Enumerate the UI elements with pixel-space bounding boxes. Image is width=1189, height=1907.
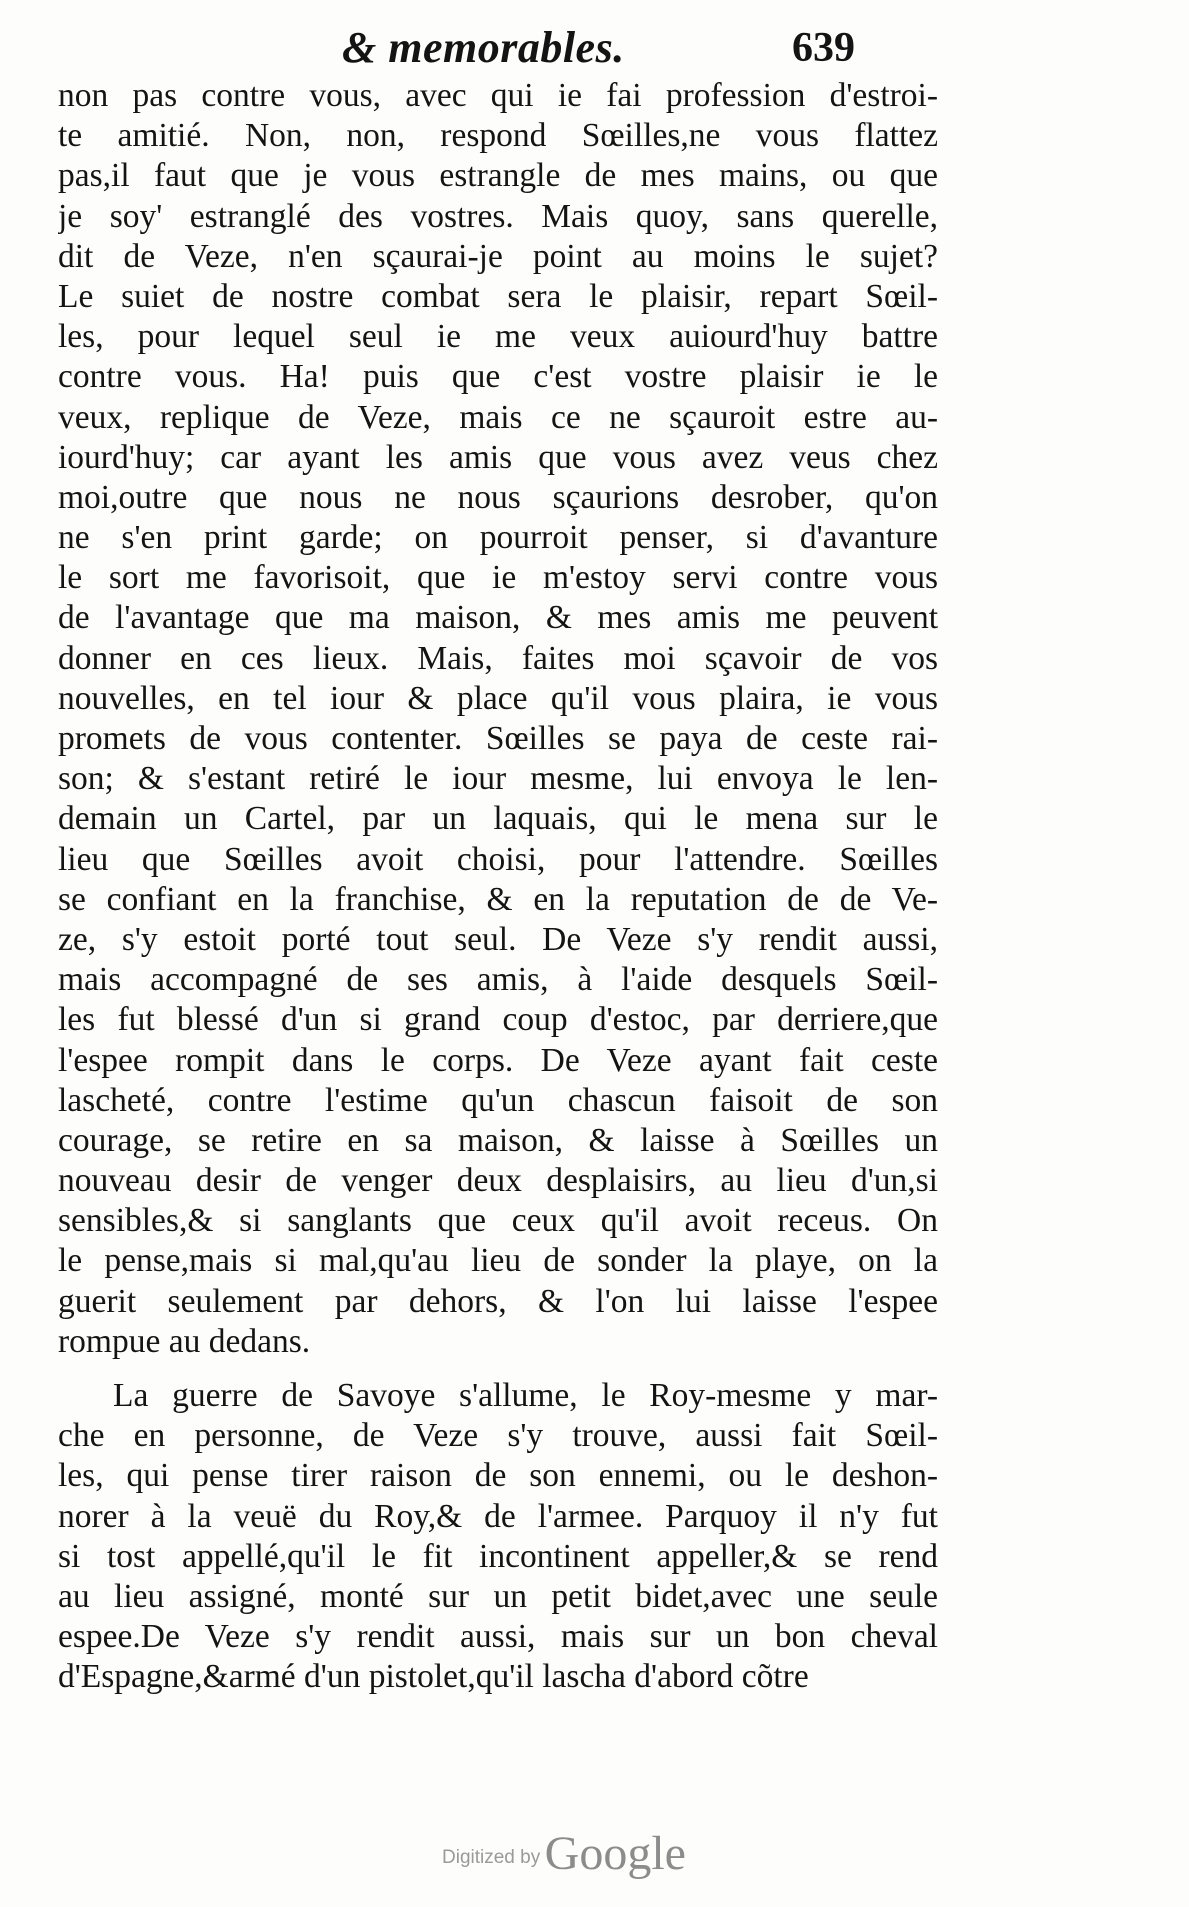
text-line: l'espee rompit dans le corps. De Veze ayant fait ceste <box>58 1041 938 1079</box>
text-line: Le suiet de nostre combat sera le plaisir, repart Sœil- <box>58 277 938 315</box>
text-line: se confiant en la franchise, & en la reputation de de Ve- <box>58 880 938 918</box>
text-line: je soy' estranglé des vostres. Mais quoy, sans querelle, <box>58 197 938 235</box>
text-line: contre vous. Ha! puis que c'est vostre plaisir ie le <box>58 358 938 396</box>
text-line: le sort me favorisoit, que ie m'estoy servi contre vous <box>58 559 938 597</box>
text-line: les, qui pense tirer raison de son ennemi, ou le deshon- <box>58 1457 938 1495</box>
text-line: te amitié. Non, non, respond Sœilles,ne vous flattez <box>58 117 938 155</box>
text-line: espee.De Veze s'y rendit aussi, mais sur un bon cheval <box>58 1618 938 1656</box>
text-line: iourd'huy; car ayant les amis que vous avez veus chez <box>58 438 938 476</box>
text-line: La guerre de Savoye s'allume, le Roy-mesme y mar- <box>113 1377 938 1414</box>
text-line: nouveau desir de venger deux desplaisirs, au lieu d'un,si <box>58 1162 938 1200</box>
google-logo-text: Google <box>544 1827 686 1880</box>
text-line: moi,outre que nous ne nous sçaurions desrober, qu'on <box>58 478 938 516</box>
page-header <box>60 18 909 76</box>
text-line: si tost appellé,qu'il le fit incontinent appeller,& se rend <box>58 1537 938 1575</box>
text-line: donner en ces lieux. Mais, faites moi sçavoir de vos <box>58 639 938 677</box>
paragraph-gap <box>58 1362 938 1376</box>
text-line: pas,il faut que je vous estrangle de mes mains, ou que <box>58 157 938 195</box>
text-line: courage, se retire en sa maison, & laisse à Sœilles un <box>58 1121 938 1159</box>
running-title: & memorables. <box>342 23 625 72</box>
paragraph-1 <box>58 76 938 1362</box>
digitized-by-label: Digitized by <box>442 1847 541 1868</box>
text-line: non pas contre vous, avec qui ie fai profession d'estroi- <box>58 77 938 114</box>
digitized-by-google-watermark <box>442 1826 686 1881</box>
text-line: veux, replique de Veze, mais ce ne sçauroit estre au- <box>58 398 938 436</box>
text-line: de l'avantage que ma maison, & mes amis me peuvent <box>58 599 938 637</box>
text-line: ze, s'y estoit porté tout seul. De Veze s'y rendit aussi, <box>58 920 938 958</box>
text-line: les, pour lequel seul ie me veux auiourd'huy battre <box>58 318 938 356</box>
text-line: norer à la veuë du Roy,& de l'armee. Parquoy il n'y fut <box>58 1497 938 1535</box>
text-line: d'Espagne,&armé d'un pistolet,qu'il lascha d'abord cõtre <box>58 1658 809 1696</box>
text-line: son; & s'estant retiré le iour mesme, lui envoya le len- <box>58 760 938 798</box>
text-line: mais accompagné de ses amis, à l'aide desquels Sœil- <box>58 961 938 999</box>
text-line: sensibles,& si sanglants que ceux qu'il avoit receus. On <box>58 1202 938 1240</box>
body-text <box>58 76 938 1698</box>
text-line: guerit seulement par dehors, & l'on lui laisse l'espee <box>58 1282 938 1320</box>
text-line: rompue au dedans. <box>58 1322 311 1360</box>
text-line: ne s'en print garde; on pourroit penser, si d'avanture <box>58 519 938 557</box>
text-line: au lieu assigné, monté sur un petit bidet,avec une seule <box>58 1577 938 1615</box>
text-line: dit de Veze, n'en sçaurai-je point au moins le sujet? <box>58 237 938 275</box>
text-line: le pense,mais si mal,qu'au lieu de sonder la playe, on la <box>58 1242 938 1280</box>
text-line: promets de vous contenter. Sœilles se paya de ceste rai- <box>58 720 938 757</box>
paragraph-2 <box>58 1376 938 1698</box>
text-line: les fut blessé d'un si grand coup d'estoc, par derriere,que <box>58 1001 938 1039</box>
text-line: demain un Cartel, par un laquais, qui le mena sur le <box>58 800 938 838</box>
page-number: 639 <box>792 25 855 71</box>
text-line: che en personne, de Veze s'y trouve, aussi fait Sœil- <box>58 1417 938 1455</box>
text-line: lieu que Sœilles avoit choisi, pour l'attendre. Sœilles <box>58 840 938 878</box>
text-line: nouvelles, en tel iour & place qu'il vous plaira, ie vous <box>58 679 938 717</box>
text-line: lascheté, contre l'estime qu'un chascun faisoit de son <box>58 1081 938 1119</box>
